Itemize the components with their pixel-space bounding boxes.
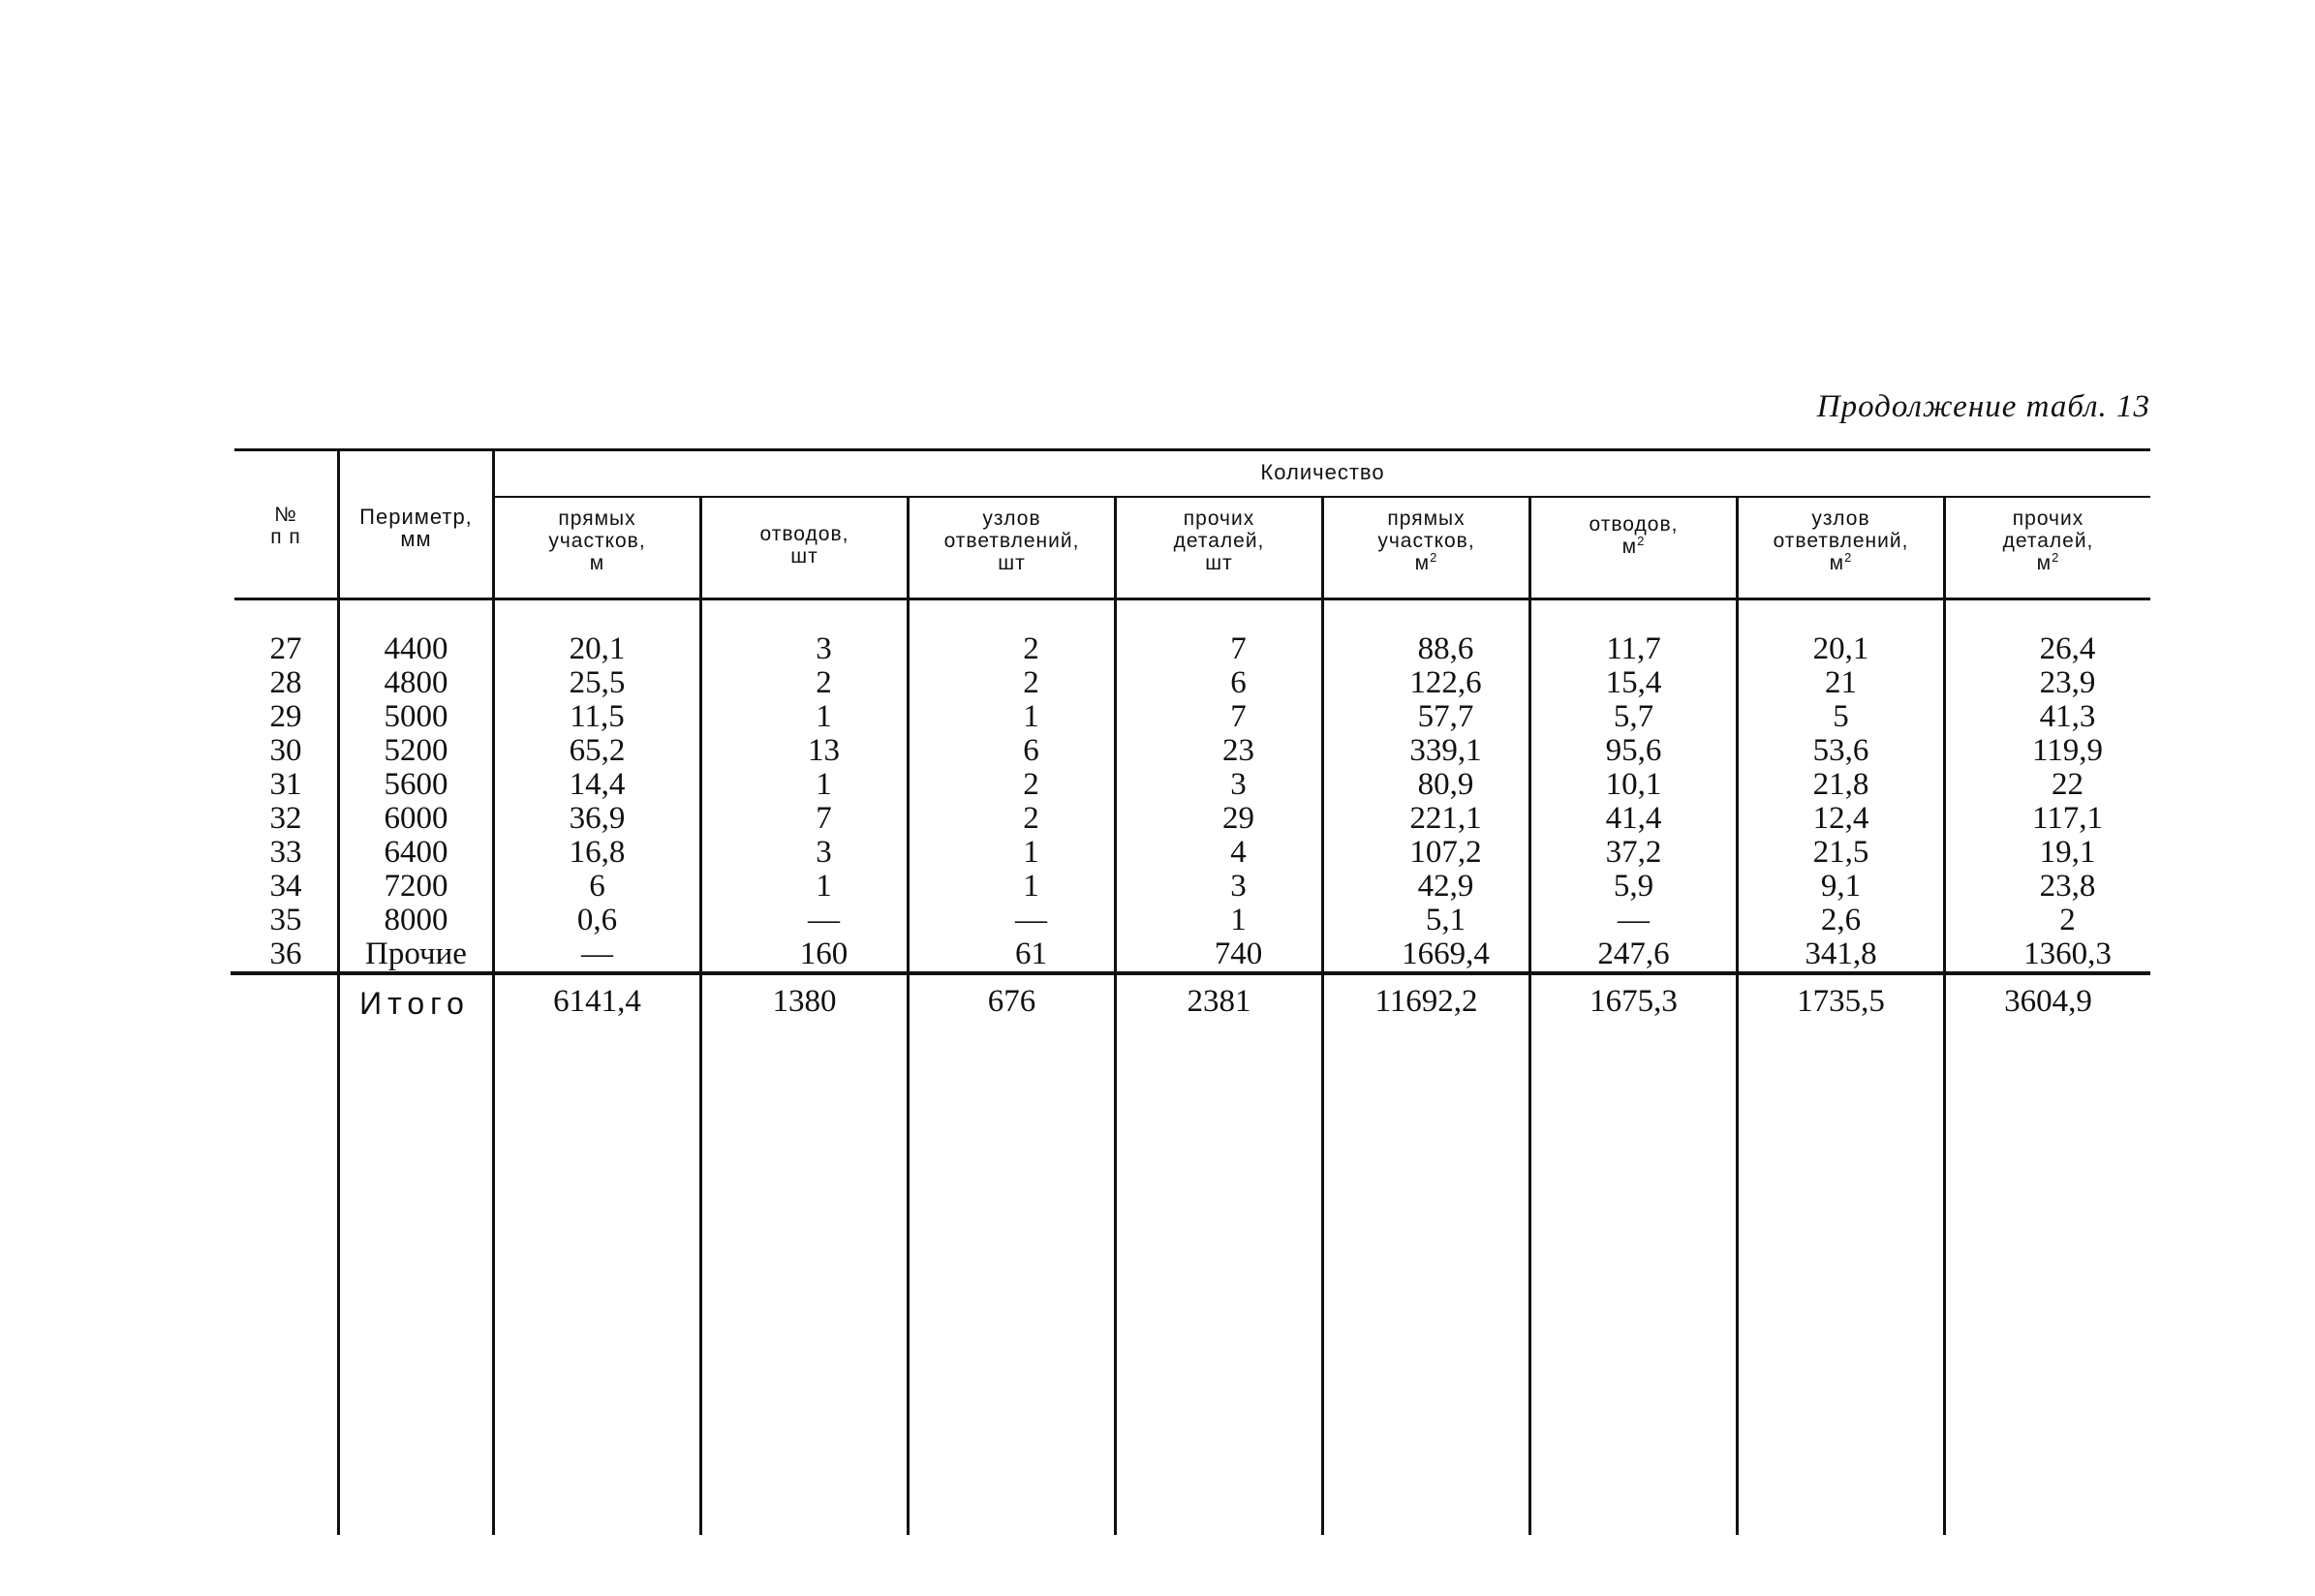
header-line: м [2036, 552, 2053, 574]
table-cell: 3 [816, 631, 832, 666]
table-cell: 7 [1230, 699, 1247, 734]
table-column [495, 632, 699, 971]
table-cell: 3 [816, 835, 832, 870]
table-cell: 1 [816, 699, 832, 734]
table-cell: 1 [816, 767, 832, 802]
table-cell: 33 [269, 835, 302, 870]
table-cell: 2,6 [1820, 903, 1862, 937]
table-cell: 29 [269, 699, 302, 734]
table-column [741, 632, 907, 971]
table-cell: 11,7 [1606, 631, 1661, 666]
header-line: деталей, [2002, 530, 2094, 552]
header-subcolumn [1946, 507, 2150, 574]
table-cell: 12,4 [1812, 801, 1869, 836]
table-cell: 29 [1222, 801, 1254, 836]
header-line: узлов [982, 507, 1041, 530]
total-value: 6141,4 [553, 984, 641, 1019]
total-value: 11692,2 [1374, 984, 1478, 1019]
table-cell: 5,7 [1613, 699, 1654, 734]
table-cell: 339,1 [1409, 733, 1482, 768]
header-line: прямых [558, 507, 636, 530]
table-cell: 25,5 [569, 665, 626, 700]
table-cell: — [1618, 903, 1650, 937]
total-value: 1675,3 [1590, 984, 1678, 1019]
header-line: м [1621, 536, 1638, 558]
header-line: шт [790, 545, 818, 568]
table-cell: 20,1 [569, 631, 626, 666]
header-line: прочих [2012, 507, 2084, 530]
header-line: ответвлений, [1773, 530, 1909, 552]
table-cell: 740 [1214, 936, 1263, 971]
table-cell: 0,6 [576, 903, 618, 937]
table-cell: 2 [1023, 767, 1039, 802]
table-cell: 8000 [384, 903, 448, 937]
table-cell: 5,9 [1613, 869, 1654, 904]
header-bottom-rule [234, 598, 2150, 600]
table-cell: 61 [1015, 936, 1047, 971]
table-cell: 1360,3 [2023, 936, 2112, 971]
table-cell: 160 [799, 936, 849, 971]
table-cell: 21,5 [1812, 835, 1869, 870]
table-cell: 122,6 [1409, 665, 1482, 700]
unit-superscript: 2 [2052, 550, 2060, 565]
header-subcolumn [702, 523, 907, 568]
header-line: деталей, [1173, 530, 1265, 552]
table-cell: 35 [269, 903, 302, 937]
table-cell: 95,6 [1605, 733, 1662, 768]
header-subcolumn [1324, 507, 1528, 574]
table-cell: 15,4 [1605, 665, 1662, 700]
total-value: 1735,5 [1797, 984, 1885, 1019]
table-cell: 16,8 [569, 835, 626, 870]
table-cell: 5600 [384, 767, 448, 802]
table-cell: 6400 [384, 835, 448, 870]
table-cell: 2 [816, 665, 832, 700]
table-cell: 7 [1230, 631, 1247, 666]
header-line: шт [1205, 552, 1233, 574]
table-cell: 13 [808, 733, 840, 768]
header-subcolumn [1117, 507, 1321, 574]
total-value: 3604,9 [2004, 984, 2092, 1019]
table-cell: 26,4 [2039, 631, 2096, 666]
table-cell: 9,1 [1820, 869, 1862, 904]
table-cell: 6 [1230, 665, 1247, 700]
header-row-number: № п п [270, 504, 301, 548]
table-cell: 37,2 [1605, 835, 1662, 870]
table-caption: Продолжение табл. 13 [1816, 389, 2150, 424]
unit-superscript: 2 [1844, 550, 1853, 565]
table-cell: 30 [269, 733, 302, 768]
header-subcolumn [495, 507, 699, 574]
table-cell: 31 [269, 767, 302, 802]
table-cell: 4800 [384, 665, 448, 700]
total-value: 1380 [772, 984, 837, 1019]
table-cell: 32 [269, 801, 302, 836]
total-label: Итого [359, 986, 470, 1021]
header-perimeter: Периметр, мм [359, 505, 473, 551]
table-column [1156, 632, 1321, 971]
table-cell: 5 [1833, 699, 1849, 734]
table-cell: 1669,4 [1402, 936, 1490, 971]
table-cell: 57,7 [1417, 699, 1474, 734]
header-line: м [589, 552, 605, 574]
table-top-rule [234, 448, 2150, 451]
table-cell: 1 [816, 869, 832, 904]
table-column [948, 632, 1114, 971]
table-cell: 27 [269, 631, 302, 666]
table-column [234, 632, 337, 971]
table-cell: 4 [1230, 835, 1247, 870]
table-cell: 80,9 [1417, 767, 1474, 802]
table-column [1985, 632, 2150, 971]
table-cell: 36,9 [569, 801, 626, 836]
table-cell: 14,4 [569, 767, 626, 802]
table-column [1531, 632, 1736, 971]
table-cell: 41,4 [1605, 801, 1662, 836]
column-divider [337, 450, 340, 1535]
header-line: прямых [1387, 507, 1466, 530]
table-cell: 23,9 [2039, 665, 2096, 700]
table-cell: Прочие [365, 936, 467, 971]
table-cell: 1 [1023, 835, 1039, 870]
table-cell: 5,1 [1425, 903, 1466, 937]
table-cell: 2 [2059, 903, 2076, 937]
header-subcolumn [1739, 507, 1943, 574]
table-cell: 42,9 [1417, 869, 1474, 904]
header-line: прочих [1183, 507, 1255, 530]
table-cell: 21,8 [1812, 767, 1869, 802]
table-cell: 4400 [384, 631, 448, 666]
table-cell: 7200 [384, 869, 448, 904]
table-cell: 1 [1023, 699, 1039, 734]
table-cell: 23,8 [2039, 869, 2096, 904]
header-subcolumn [910, 507, 1114, 574]
table-cell: 3 [1230, 767, 1247, 802]
table-cell: 341,8 [1805, 936, 1877, 971]
unit-superscript: 2 [1637, 534, 1646, 548]
table-column [1363, 632, 1528, 971]
header-line: узлов [1811, 507, 1870, 530]
header-line: отводов, [1589, 513, 1679, 536]
table-cell: 2 [1023, 631, 1039, 666]
header-line: ответвлений, [943, 530, 1080, 552]
table-cell: 65,2 [569, 733, 626, 768]
table-cell: 19,1 [2039, 835, 2096, 870]
table-cell: 20,1 [1812, 631, 1869, 666]
total-value: 676 [987, 984, 1036, 1019]
header-line: участков, [1377, 530, 1475, 552]
table-cell: — [808, 903, 840, 937]
header-line: м [1414, 552, 1431, 574]
table-cell: 5200 [384, 733, 448, 768]
table-cell: 7 [816, 801, 832, 836]
table-cell: 10,1 [1605, 767, 1662, 802]
table-cell: 3 [1230, 869, 1247, 904]
table-cell: 41,3 [2039, 699, 2096, 734]
table-cell: — [581, 936, 613, 971]
table-column [1739, 632, 1943, 971]
table-cell: 2 [1023, 801, 1039, 836]
table-cell: 117,1 [2031, 801, 2104, 836]
total-separator-rule [231, 971, 2150, 975]
table-cell: 22 [2052, 767, 2084, 802]
total-value: 2381 [1187, 984, 1251, 1019]
table-cell: 88,6 [1417, 631, 1474, 666]
table-cell: 119,9 [2031, 733, 2104, 768]
table-cell: 53,6 [1812, 733, 1869, 768]
header-line: м [1829, 552, 1845, 574]
table-cell: 221,1 [1409, 801, 1482, 836]
table-cell: 28 [269, 665, 302, 700]
header-line: участков, [548, 530, 646, 552]
table-column [340, 632, 492, 971]
table-cell: 34 [269, 869, 302, 904]
table-cell: 2 [1023, 665, 1039, 700]
table-cell: 21 [1825, 665, 1857, 700]
table-cell: 6000 [384, 801, 448, 836]
table-cell: 1 [1230, 903, 1247, 937]
header-line: шт [998, 552, 1026, 574]
table-cell: 1 [1023, 869, 1039, 904]
table-cell: 11,5 [570, 699, 625, 734]
table-cell: — [1015, 903, 1047, 937]
unit-superscript: 2 [1430, 550, 1438, 565]
header-quantity-group: Количество [1260, 460, 1385, 484]
table-cell: 247,6 [1597, 936, 1670, 971]
table-cell: 5000 [384, 699, 448, 734]
table-cell: 36 [269, 936, 302, 971]
table-cell: 107,2 [1409, 835, 1482, 870]
header-subcolumn [1531, 513, 1736, 558]
table-cell: 6 [589, 869, 605, 904]
table-cell: 23 [1222, 733, 1254, 768]
table-cell: 6 [1023, 733, 1039, 768]
header-line: отводов, [759, 523, 849, 545]
